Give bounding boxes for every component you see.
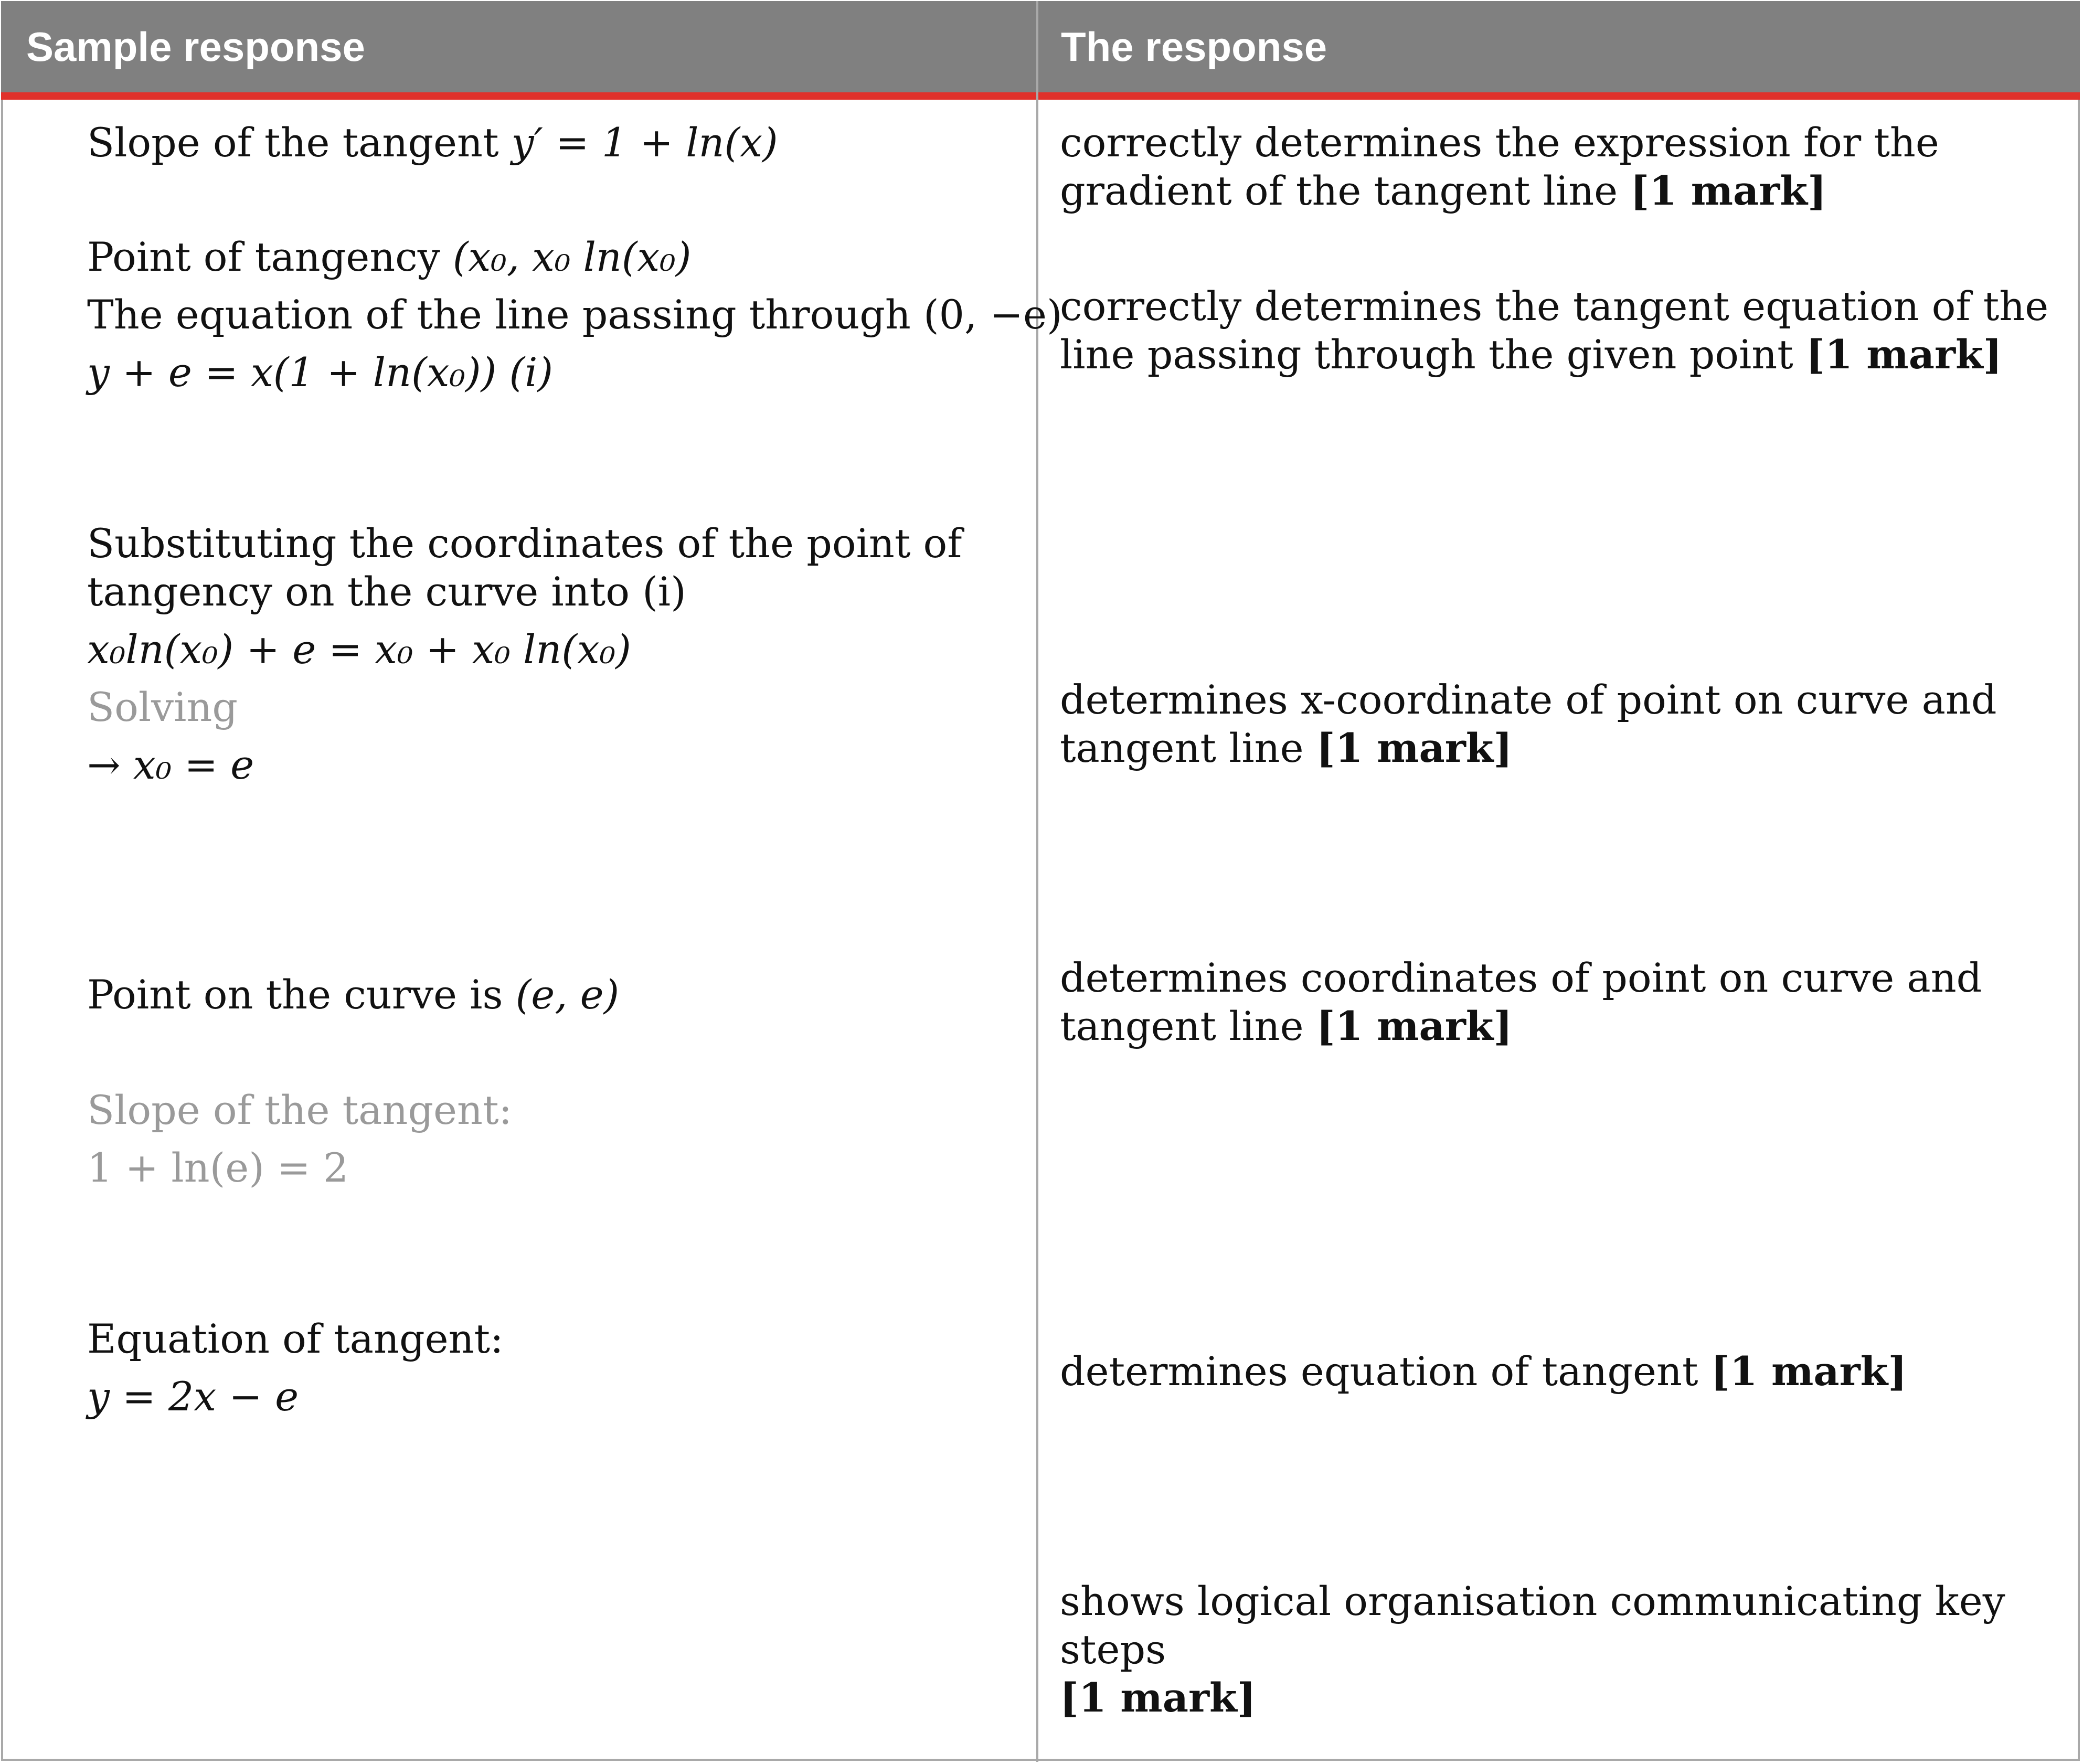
- mark-badge: [1 mark]: [1710, 1348, 1907, 1395]
- sample-line-slope-label: Slope of the tangent:: [87, 1087, 513, 1133]
- sample-line-slope-value: 1 + ln(e) = 2: [87, 1144, 349, 1191]
- criterion-tangent-equation: correctly determines the tangent equation of the line passing through the given point [1 mark]: [1060, 283, 2049, 378]
- header-the-response: The response: [1061, 24, 1327, 70]
- sample-line-equation-label: Equation of tangent:: [87, 1315, 504, 1362]
- criterion-logical-organisation: shows logical organisation communicating key steps [1 mark]: [1060, 1578, 2005, 1721]
- mark-badge: [1 mark]: [1316, 1003, 1513, 1049]
- criterion-coordinates: determines coordinates of point on curve and tangent line [1 mark]: [1060, 954, 1982, 1049]
- sample-line-equation-tangent: y = 2x − e: [87, 1373, 299, 1420]
- sample-line-solving: Solving: [87, 684, 238, 730]
- sample-line-point-on-curve: Point on the curve is (e, e): [87, 971, 620, 1018]
- sample-line-substituting: Substituting the coordinates of the point of: [87, 520, 962, 567]
- mark-badge: [1 mark]: [1060, 1674, 1256, 1721]
- sample-line-equation-through: The equation of the line passing through (0, −e): [87, 291, 1062, 338]
- mark-badge: [1 mark]: [1316, 725, 1513, 771]
- sample-line-tangency-into: tangency on the curve into (i): [87, 568, 686, 615]
- sample-line-point-tangency: Point of tangency (x₀, x₀ ln(x₀): [87, 233, 692, 280]
- mark-badge: [1 mark]: [1805, 331, 2002, 378]
- column-divider: [1036, 1, 1038, 1762]
- criterion-equation: determines equation of tangent [1 mark]: [1060, 1348, 1907, 1395]
- mark-badge: [1 mark]: [1630, 167, 1826, 214]
- criterion-x-coordinate: determines x-coordinate of point on curve and tangent line [1 mark]: [1060, 676, 1997, 771]
- sample-line-x0-result: → x₀ = e: [87, 741, 254, 788]
- sample-line-substitution-equation: x₀ln(x₀) + e = x₀ + x₀ ln(x₀): [87, 626, 631, 673]
- sample-line-equation-i: y + e = x(1 + ln(x₀)) (i): [87, 349, 554, 396]
- criterion-gradient: correctly determines the expression for the gradient of the tangent line [1 mark]: [1060, 119, 1939, 214]
- sample-line-slope: Slope of the tangent y′ = 1 + ln(x): [87, 119, 778, 166]
- table-header: [1, 1, 2080, 100]
- header-sample-response: Sample response: [26, 24, 365, 70]
